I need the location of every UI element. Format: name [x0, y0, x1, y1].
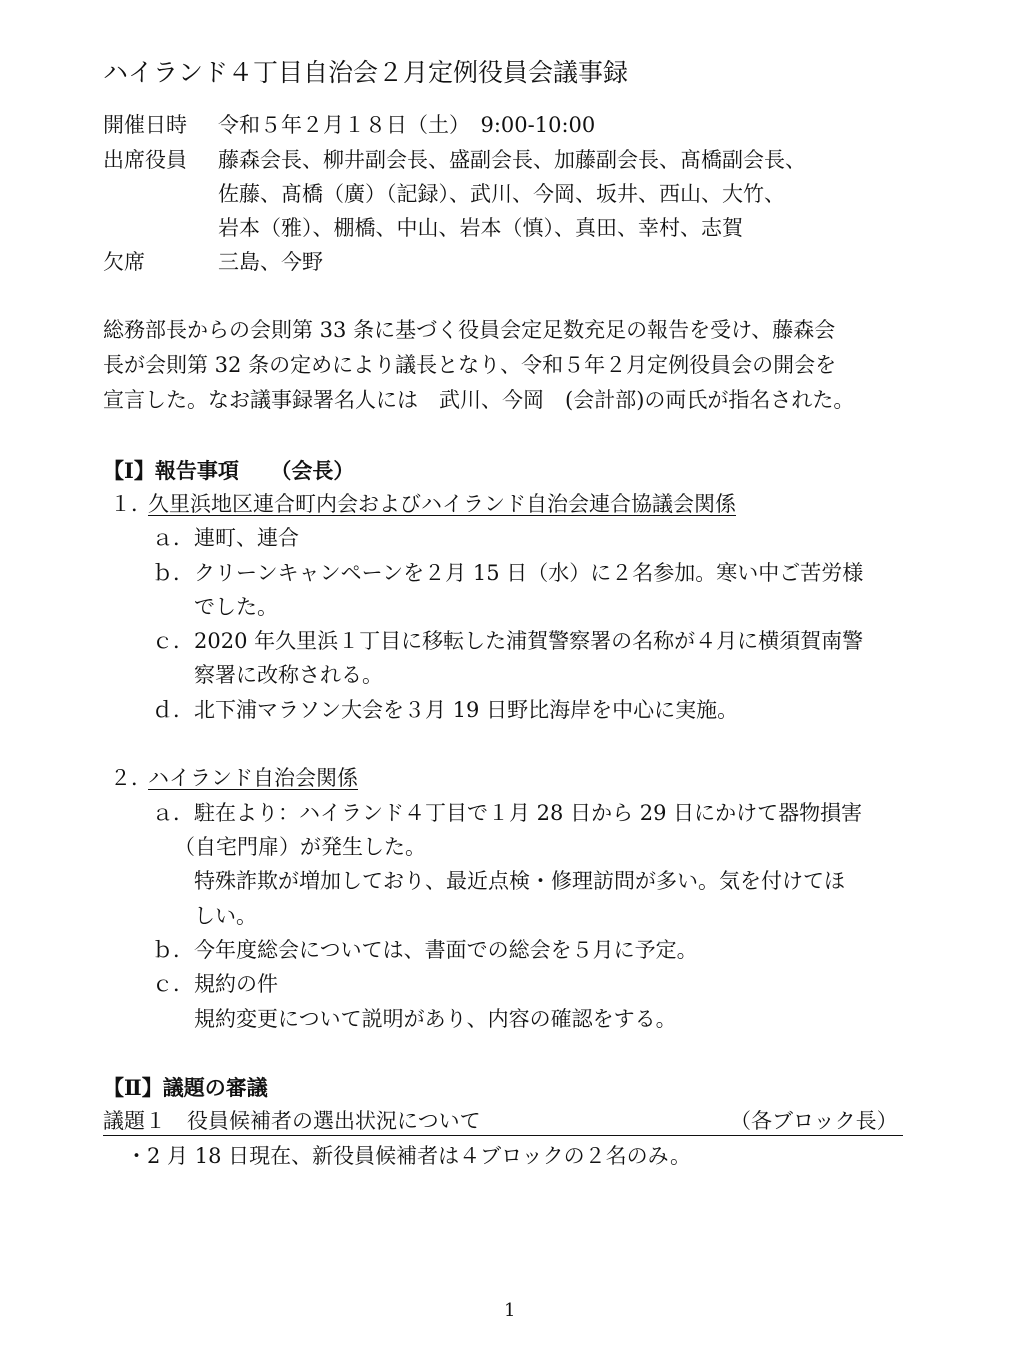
item1-b-mark: ｂ． [152, 561, 194, 585]
item2-a-text: しい。 [194, 904, 257, 928]
agenda1-label: 議題１ 役員候補者の選出状況について [103, 1109, 481, 1133]
item1-b-text: でした。 [194, 595, 278, 619]
item2-b-mark: ｂ． [152, 938, 194, 962]
item1-number: １． [110, 492, 152, 516]
item1-a-text: 連町、連合 [194, 526, 299, 550]
item2-c-mark: ｃ． [152, 972, 194, 996]
item2-b-text: 今年度総会については、書面での総会を５月に予定。 [194, 938, 698, 962]
absent-value: 三島、今野 [218, 250, 323, 274]
section2-heading: 【Ⅱ】議題の審議 [103, 1075, 268, 1100]
attendees-label: 出席役員 [103, 148, 187, 172]
item1-b-text: クリーンキャンペーンを２月 15 日（水）に２名参加。寒い中ご苦労様 [194, 561, 864, 585]
intro-line: 長が会則第 32 条の定めにより議長となり、令和５年２月定例役員会の開会を [103, 353, 837, 377]
date-label: 開催日時 [103, 113, 187, 137]
item1-a-mark: ａ． [152, 526, 194, 550]
item2-title: ハイランド自治会関係 [148, 766, 358, 790]
item1-c-text: 2020 年久里浜１丁目に移転した浦賀警察署の名称が４月に横須賀南警 [194, 629, 864, 653]
item2-a-text: 駐在より：ハイランド４丁目で１月 28 日から 29 日にかけて器物損害 [194, 801, 863, 825]
section1-heading: 【Ⅰ】報告事項 （会長） [103, 458, 355, 483]
agenda1-owner: （各ブロック長） [730, 1109, 898, 1133]
item1-title: 久里浜地区連合町内会およびハイランド自治会連合協議会関係 [148, 492, 736, 516]
item1-d-mark: ｄ． [152, 698, 194, 722]
absent-label: 欠席 [103, 250, 145, 274]
item2-a-text: 特殊詐欺が増加しており、最近点検・修理訪問が多い。気を付けてほ [194, 869, 845, 893]
intro-line: 総務部長からの会則第 33 条に基づく役員会定足数充足の報告を受け、藤森会 [103, 318, 836, 342]
page-number: 1 [504, 1300, 516, 1321]
attendees-line: 藤森会長、柳井副会長、盛副会長、加藤副会長、髙橋副会長、 [218, 148, 806, 172]
item1-c-text: 察署に改称される。 [194, 663, 383, 687]
item2-number: ２． [110, 766, 152, 790]
item1-d-text: 北下浦マラソン大会を３月 19 日野比海岸を中心に実施。 [194, 698, 739, 722]
item2-a-text: （自宅門扉）が発生した。 [174, 835, 426, 859]
item2-c-text: 規約の件 [194, 972, 278, 996]
item2-c-text: 規約変更について説明があり、内容の確認をする。 [194, 1007, 677, 1031]
agenda1-underline [103, 1135, 903, 1136]
date-value: 令和５年２月１８日（土） 9:00-10:00 [218, 113, 596, 137]
attendees-line: 岩本（雅）、棚橋、中山、岩本（慎）、真田、幸村、志賀 [218, 216, 743, 240]
item1-c-mark: ｃ． [152, 629, 194, 653]
attendees-line: 佐藤、髙橋（廣）（記録）、武川、今岡、坂井、西山、大竹、 [218, 182, 785, 206]
item2-a-mark: ａ． [152, 801, 194, 825]
agenda1-bullet: ・2 月 18 日現在、新役員候補者は４ブロックの２名のみ。 [126, 1144, 691, 1168]
page-title: ハイランド４丁目自治会２月定例役員会議事録 [103, 58, 629, 87]
intro-line: 宣言した。なお議事録署名人には 武川、今岡 (会計部)の両氏が指名された。 [103, 388, 855, 412]
